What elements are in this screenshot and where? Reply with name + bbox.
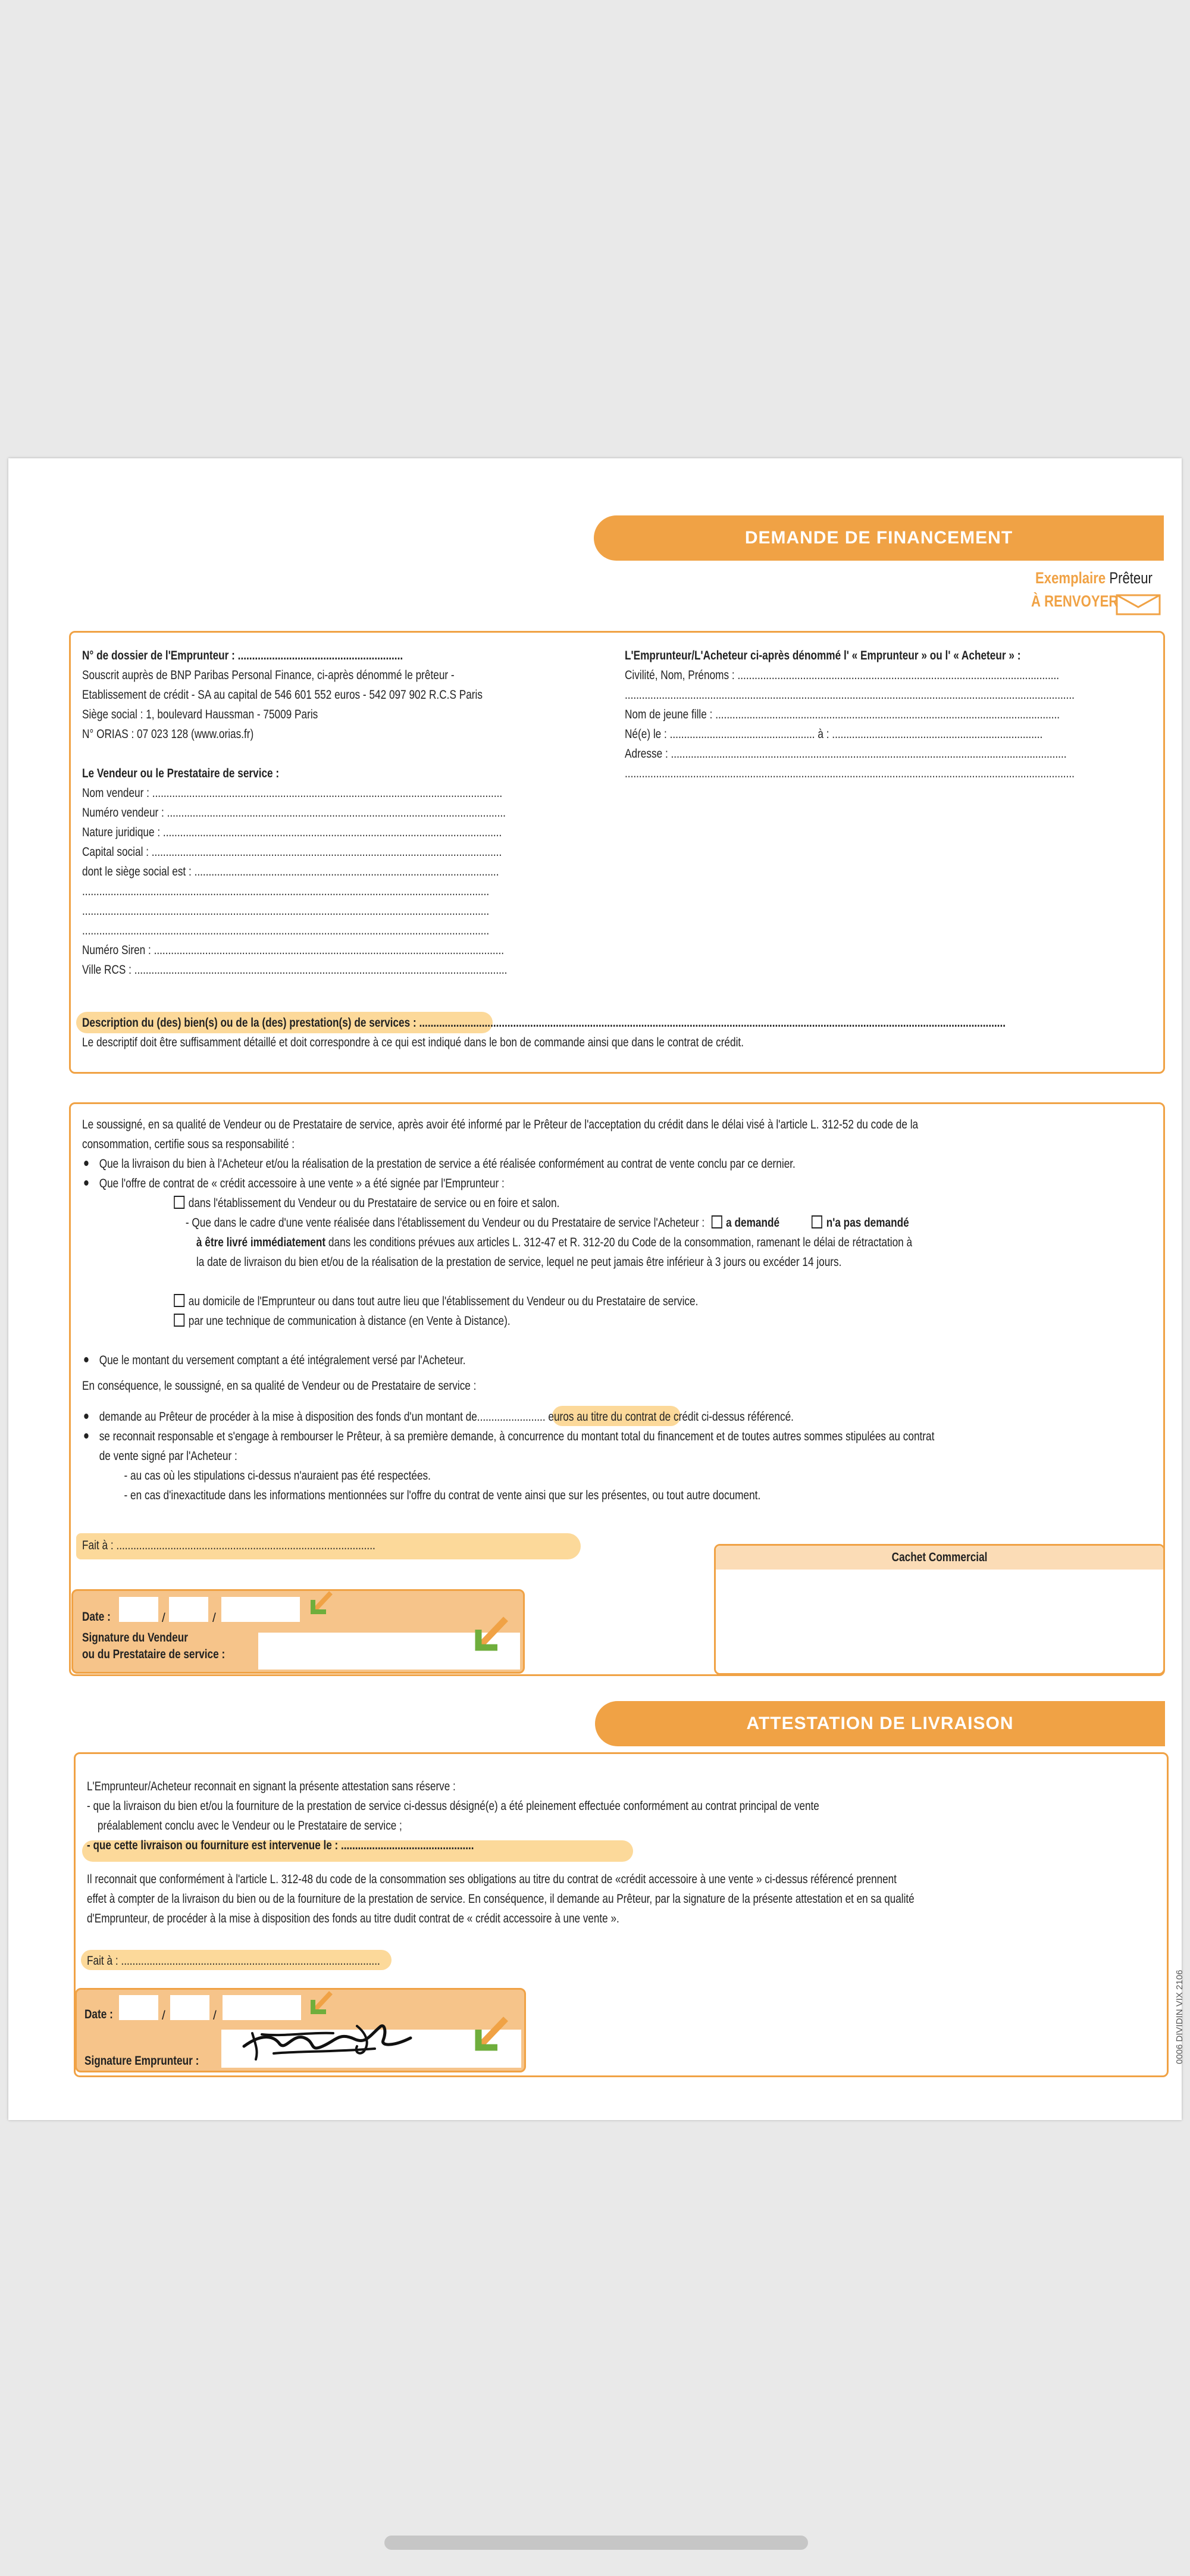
date-slash: / bbox=[212, 1611, 216, 1625]
borrower-title: L'Emprunteur/L'Acheteur ci-après dénommé l' « Emprunteur » ou l' « Acheteur » : bbox=[625, 649, 1021, 662]
immediate-delivery-line: à être livré immédiatement dans les conditions prévues aux articles L. 312-47 et R. 312-20 du Code de la consommation, ramenant le délai de rétractation à bbox=[196, 1236, 913, 1249]
home-indicator[interactable] bbox=[384, 2536, 808, 2550]
condition-line: - en cas d'inexactitude dans les informations mentionnées sur l'offre du contrat de vente ainsi que sur les présentes, ou tout autre document. bbox=[124, 1489, 761, 1502]
date-slash: / bbox=[162, 1611, 165, 1625]
certification-intro: Le soussigné, en sa qualité de Vendeur ou de Prestataire de service, après avoir été informé par le Prêteur de l'acceptation du crédit dans le délai visé à l'article L. 312-52 du code de la bbox=[82, 1118, 919, 1131]
handwritten-signature bbox=[238, 2009, 416, 2069]
certification-bullet: Que le montant du versement comptant a été intégralement versé par l'Acheteur. bbox=[82, 1350, 918, 1370]
seller-fait-a[interactable]: Fait à : ........................................................................................... bbox=[82, 1539, 375, 1552]
checkbox[interactable] bbox=[174, 1196, 184, 1209]
seller-field[interactable]: Ville RCS : ................................................................................................................................... bbox=[82, 963, 508, 977]
arrow-down-left-icon bbox=[307, 1589, 336, 1618]
financing-request-banner: DEMANDE DE FINANCEMENT bbox=[594, 515, 1164, 561]
option-distance[interactable]: par une technique de communication à distance (en Vente à Distance). bbox=[82, 1311, 918, 1331]
seller-field[interactable]: Nom vendeur : ........................................................................................................................... bbox=[82, 786, 503, 800]
delivery-line: effet à compter de la livraison du bien ou de la fourniture de la prestation de service. En conséquence, il demande au Prêteur, par la signature de la présente attestation et en sa qualité bbox=[87, 1892, 915, 1906]
borrower-field[interactable]: Nom de jeune fille : ......................................................................................................................... bbox=[625, 708, 1060, 721]
seller-signature-label: Signature du Vendeur ou du Prestataire de service : bbox=[82, 1631, 226, 1661]
checkbox[interactable] bbox=[174, 1294, 184, 1307]
seller-field[interactable]: Numéro Siren : ........................................................................................................................... bbox=[82, 943, 505, 957]
delivery-date-day[interactable] bbox=[119, 1995, 158, 2020]
certification-bullet: Que l'offre de contrat de « crédit accessoire à une vente » a été signée par l'Emprunteur : bbox=[82, 1174, 918, 1193]
seller-title: Le Vendeur ou le Prestataire de service : bbox=[82, 767, 280, 780]
delivery-fait-a[interactable]: Fait à : ........................................................................................... bbox=[87, 1954, 380, 1968]
seller-field[interactable]: Numéro vendeur : ....................................................................................................................... bbox=[82, 806, 506, 820]
delivery-date-field[interactable]: - que cette livraison ou fourniture est intervenue le : ............................................... bbox=[87, 1839, 474, 1852]
seller-field[interactable]: ............................................................................................................................................... bbox=[82, 884, 490, 898]
borrower-field[interactable]: .............................................................................................................................................................. bbox=[625, 767, 1075, 780]
arrow-down-left-icon bbox=[470, 2014, 512, 2056]
immediate-delivery-line: la date de livraison du bien et/ou de la réalisation de la prestation de service, lequel ne peut jamais être inférieur à 3 jours ou excéder 14 jours. bbox=[196, 1255, 842, 1269]
borrower-field[interactable]: Adresse : ........................................................................................................................................... bbox=[625, 747, 1067, 761]
delivery-line: préalablement conclu avec le Vendeur ou le Prestataire de service ; bbox=[97, 1819, 402, 1833]
borrower-block bbox=[625, 646, 1173, 783]
return-label: À RENVOYER bbox=[1031, 592, 1119, 610]
borrower-signature-label: Signature Emprunteur : bbox=[84, 2054, 199, 2068]
side-reference-code: 0006 DIVIDIN VIX 2106 bbox=[1175, 1969, 1185, 2064]
seller-date-year[interactable] bbox=[221, 1597, 300, 1622]
certification-intro: consommation, certifie sous sa responsabilité : bbox=[82, 1137, 295, 1151]
option-home[interactable]: au domicile de l'Emprunteur ou dans tout autre lieu que l'établissement du Vendeur ou du Prestataire de service. bbox=[82, 1292, 918, 1311]
date-slash: / bbox=[162, 2009, 165, 2022]
consequence-line: En conséquence, le soussigné, en sa qualité de Vendeur ou de Prestataire de service : bbox=[82, 1379, 477, 1393]
date-slash: / bbox=[213, 2009, 217, 2022]
borrower-field[interactable]: .............................................................................................................................................................. bbox=[625, 688, 1075, 702]
commercial-stamp-field[interactable] bbox=[720, 1571, 1154, 1667]
checkbox[interactable] bbox=[174, 1314, 184, 1327]
seller-field[interactable]: ............................................................................................................................................... bbox=[82, 924, 490, 937]
delivery-line: L'Emprunteur/Acheteur reconnait en signant la présente attestation sans réserve : bbox=[87, 1780, 456, 1793]
seller-field[interactable]: Capital social : ........................................................................................................................... bbox=[82, 845, 502, 859]
seller-date-label: Date : bbox=[82, 1610, 111, 1624]
lender-line: N° ORIAS : 07 023 128 (www.orias.fr) bbox=[82, 727, 254, 741]
arrow-down-left-icon bbox=[470, 1614, 512, 1656]
certification-bullet: se reconnait responsable et s'engage à rembourser le Prêteur, à sa première demande, à concurrence du montant total du financement et de toutes autres sommes stipulées au contrat bbox=[82, 1427, 934, 1446]
seller-date-day[interactable] bbox=[119, 1597, 158, 1622]
seller-field[interactable]: ............................................................................................................................................... bbox=[82, 904, 490, 918]
certification-block bbox=[82, 1115, 1102, 1396]
condition-line: - au cas où les stipulations ci-dessus n'auraient pas été respectées. bbox=[124, 1469, 431, 1483]
commercial-stamp-label: Cachet Commercial bbox=[891, 1550, 988, 1564]
consequence-block bbox=[82, 1407, 1122, 1505]
borrower-file-title: N° de dossier de l'Emprunteur : .......................................................... bbox=[82, 649, 403, 662]
delivery-line: d'Emprunteur, de procéder à la mise à disposition des fonds au titre dudit contrat de « crédit accessoire à une vente ». bbox=[87, 1912, 619, 1925]
lender-line: Souscrit auprès de BNP Paribas Personal Finance, ci-après dénommé le prêteur - bbox=[82, 668, 455, 682]
borrower-field[interactable]: Civilité, Nom, Prénoms : ................................................................................................................. bbox=[625, 668, 1060, 682]
seller-block bbox=[82, 764, 600, 980]
option-in-store[interactable]: dans l'établissement du Vendeur ou du Prestataire de service ou en foire et salon. bbox=[82, 1193, 918, 1213]
delivery-line: - que la livraison du bien et/ou la fourniture de la prestation de service ci-dessus désigné(e) a été pleinement effectuée conformément au contrat principal de vente bbox=[87, 1799, 819, 1813]
copy-label: Exemplaire Prêteur bbox=[1035, 569, 1153, 587]
lender-line: Etablissement de crédit - SA au capital de 546 601 552 euros - 542 097 902 R.C.S Paris bbox=[82, 688, 483, 702]
not-asked-checkbox[interactable] bbox=[812, 1215, 822, 1228]
delivery-date-label: Date : bbox=[84, 2008, 113, 2021]
delivery-banner: ATTESTATION DE LIVRAISON bbox=[595, 1701, 1165, 1746]
description-title[interactable]: Description du (des) bien(s) ou de la (des) prestation(s) de services : .............................................................................................................................................................................................................. bbox=[82, 1016, 1006, 1030]
immediate-delivery-line: - Que dans le cadre d'une vente réalisée dans l'établissement du Vendeur ou du Prestataire de service l'Acheteur : a demandé n'a pas demandé bbox=[185, 1216, 909, 1230]
seller-field[interactable]: Nature juridique : ....................................................................................................................... bbox=[82, 826, 502, 839]
envelope-icon bbox=[1116, 594, 1161, 615]
delivery-line: Il reconnait que conformément à l'article L. 312-48 du code de la consommation ses obligations au titre du contrat de «crédit accessoire à une vente » ci-dessus référencé prennent bbox=[87, 1872, 897, 1886]
lender-line: Siège social : 1, boulevard Haussman - 75009 Paris bbox=[82, 708, 318, 721]
certification-bullet-cont: de vente signé par l'Acheteur : bbox=[99, 1449, 237, 1463]
delivery-block bbox=[87, 1777, 1102, 1928]
certification-bullet[interactable]: demande au Prêteur de procéder à la mise à disposition des fonds d'un montant de........................ euros au titre du contrat de crédit ci-dessus référencé. bbox=[82, 1407, 934, 1427]
borrower-field[interactable]: Né(e) le : ................................................... à : .......................................................................... bbox=[625, 727, 1043, 741]
borrower-file-block bbox=[82, 646, 571, 744]
description-note: Le descriptif doit être suffisamment détaillé et doit correspondre à ce qui est indiqué dans le bon de commande ainsi que dans le contrat de crédit. bbox=[82, 1036, 744, 1049]
seller-date-month[interactable] bbox=[169, 1597, 208, 1622]
delivery-date-month[interactable] bbox=[170, 1995, 209, 2020]
asked-checkbox[interactable] bbox=[712, 1215, 722, 1228]
seller-field[interactable]: dont le siège social est : ........................................................................................................... bbox=[82, 865, 499, 879]
certification-bullet: Que la livraison du bien à l'Acheteur et/ou la réalisation de la prestation de service a été réalisée conformément au contrat de vente conclu par ce dernier. bbox=[82, 1154, 918, 1174]
description-block bbox=[82, 1013, 1190, 1052]
